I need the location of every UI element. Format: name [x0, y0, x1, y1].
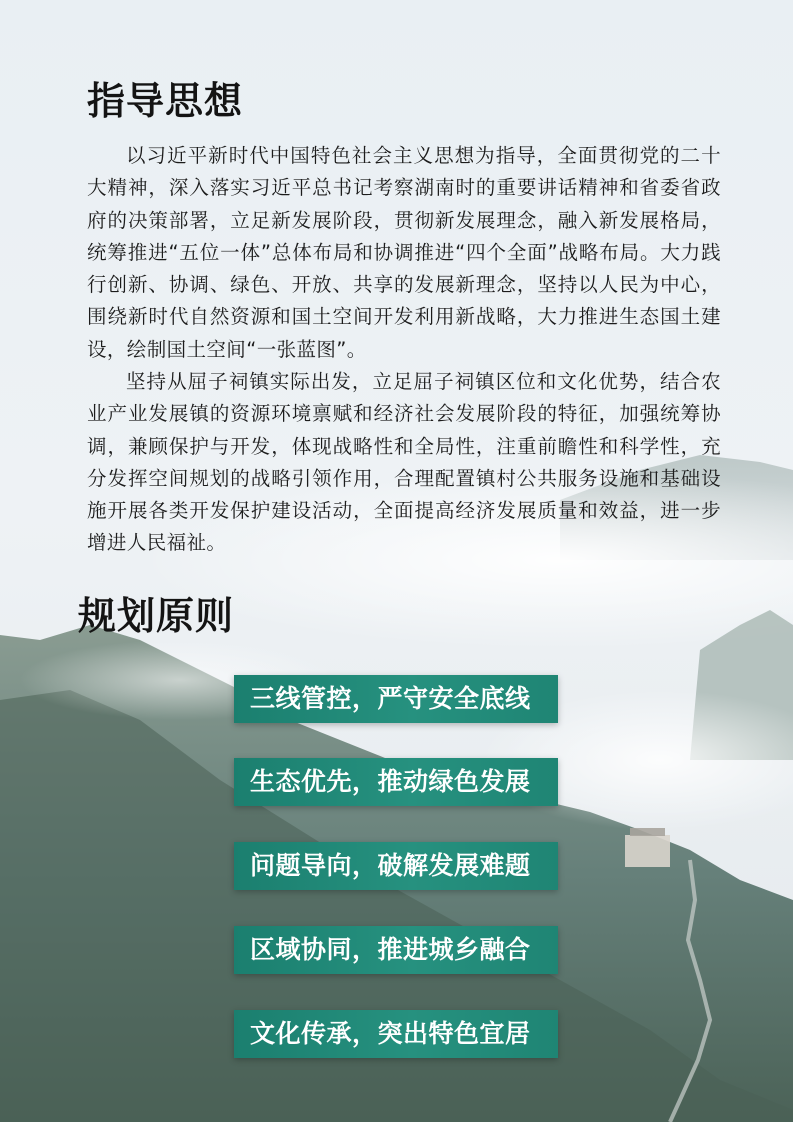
section-title-planning-principles: 规划原则 — [78, 594, 235, 638]
principle-box-2: 生态优先，推动绿色发展 — [234, 758, 558, 806]
principle-box-4: 区域协同，推进城乡融合 — [234, 926, 558, 974]
guiding-ideology-paragraph-1: 以习近平新时代中国特色社会主义思想为指导，全面贯彻党的二十大精神，深入落实习近平总书记考察湖南时的重要讲话精神和省委省政府的决策部署，立足新发展阶段，贯彻新发展理念，融入新发展格局，统筹推进“五位一体”总体布局和协调推进“四个全面”战略布局。大力践行创新、协调、绿色、开放、共享的发展新理念，坚持以人民为中心，围绕新时代自然资源和国土空间开发利用新战略，大力推进生态国土建设，绘制国土空间“一张蓝图”。 — [87, 144, 721, 361]
guiding-ideology-paragraph-2: 坚持从屈子祠镇实际出发，立足屈子祠镇区位和文化优势，结合农业产业发展镇的资源环境禀赋和经济社会发展阶段的特征，加强统筹协调，兼顾保护与开发，体现战略性和全局性，注重前瞻性和科学性，充分发挥空间规划的战略引领作用，合理配置镇村公共服务设施和基础设施开展各类开发保护建设活动，全面提高经济发展质量和效益，进一步增进人民福祉。 — [87, 370, 721, 555]
principle-box-5: 文化传承，突出特色宜居 — [234, 1010, 558, 1058]
principle-box-3: 问题导向，破解发展难题 — [234, 842, 558, 890]
principle-box-1: 三线管控，严守安全底线 — [234, 675, 558, 723]
section-title-guiding-ideology: 指导思想 — [87, 79, 244, 123]
